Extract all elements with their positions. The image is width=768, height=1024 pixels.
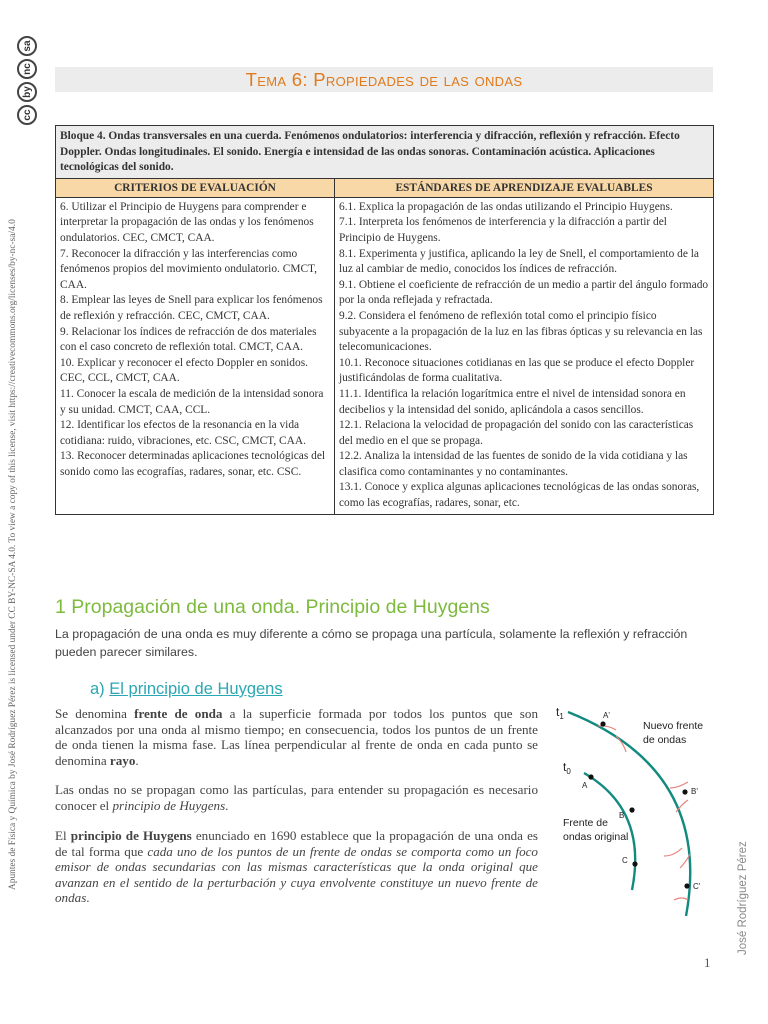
header-row	[56, 178, 714, 197]
header-criterios: CRITERIOS DE EVALUACIÓN	[56, 178, 335, 197]
criterio-item: 12. Identificar los efectos de la resonancia en la vida cotidiana: ruido, vibraciones, etc. CSC, CMCT, CAA.	[60, 419, 306, 447]
subsection-heading	[90, 680, 283, 699]
section-heading: 1 Propagación de una onda. Principio de Huygens	[55, 596, 490, 618]
text-run: Las ondas no se propagan como las partículas, para entender su propagación es necesario conocer el	[55, 782, 538, 813]
wavelet-arc	[664, 848, 682, 856]
principle-statement: cada uno de los puntos de un frente de ondas se comporta como un foco emisor de ondas secundarias con las mismas características que la onda original que avanzan en el sentido de la perturbación y cuya envolvente constituye un nuevo frente de ondas	[55, 843, 538, 906]
criterio-item: 13. Reconocer determinadas aplicaciones tecnológicas del sonido como las ecografías, radares, sonar, etc. CSC.	[60, 450, 326, 478]
wavelet-arc	[674, 898, 688, 900]
huygens-diagram	[548, 700, 720, 920]
point-c2-label: C'	[693, 882, 701, 891]
paragraph-principio-huygens	[55, 828, 538, 906]
estandar-item: 10.1. Reconoce situaciones cotidianas en las que se produce el efecto Doppler justificándolas de forma cualitativa.	[339, 356, 695, 385]
paragraph-frente-de-onda	[55, 706, 538, 768]
estandar-item: 12.1. Relaciona la velocidad de propagación del sonido con las características del medio en el que se propaga.	[339, 419, 694, 447]
estandar-item: 11.1. Identifica la relación logarítmica entre el nivel de intensidad sonora en decibelios y la intensidad del sonido, aplicándola a casos sencillos.	[339, 387, 686, 416]
criterios-cell	[56, 197, 335, 514]
content-row	[56, 197, 714, 514]
cc-sa-icon: sa	[17, 36, 37, 56]
criterio-item: 10. Explicar y reconocer el efecto Doppler en sonidos. CEC, CCL, CMCT, CAA.	[60, 356, 308, 385]
frente-original-label: Frente de ondas original	[563, 817, 629, 843]
estandar-item: 7.1. Interpreta los fenómenos de interferencia y la difracción a partir del Principio de Huygens.	[339, 216, 667, 244]
estandar-item: 12.2. Analiza la intensidad de las fuentes de sonido de la vida cotidiana y las clasifica como contaminantes y no contaminantes.	[339, 450, 688, 478]
bloque-cell: Bloque 4. Ondas transversales en una cuerda. Fenómenos ondulatorios: interferencia y difracción, reflexión y refracción. Efecto Doppler. Ondas longitudinales. El sonido. Energía e intensidad de las ondas sonoras. Contaminación acústica. Aplicaciones tecnológicas del sonido.	[56, 126, 714, 179]
term-principio-huygens: principio de Huygens	[112, 797, 226, 813]
criteria-table	[55, 125, 714, 515]
point-a-label: A	[582, 781, 588, 790]
wavelet-arc	[670, 782, 688, 788]
t1-label: $t_1$	[556, 705, 564, 721]
nuevo-frente-label: Nuevo frente de ondas	[643, 720, 704, 746]
text-run: .	[135, 752, 139, 768]
point-b2-dot	[682, 789, 687, 794]
wavelet-arc	[680, 854, 690, 868]
criterio-item: 6. Utilizar el Principio de Huygens para comprender e interpretar la propagación de las ondas y los fenómenos ondulatorios. CEC, CMCT, CAA.	[60, 200, 314, 244]
text-run: El	[55, 828, 71, 843]
criterio-item: 7. Reconocer la difracción y las interferencias como fenómenos propios del movimiento ondulatorio. CMCT, CAA.	[60, 247, 318, 291]
subsection-title-link[interactable]: El principio de Huygens	[109, 680, 283, 698]
text-run: a la superficie formada por todos los puntos que son alcanzados por una onda al mismo tiempo; en consecuencia, todos los puntos de un frente de onda tienen la misma fase. Las línea perpendicular al frente de onda en cada punto se denomina	[55, 706, 538, 768]
cc-logo-icon: cc	[17, 105, 37, 125]
point-a2-dot	[600, 721, 605, 726]
text-run: Se denomina	[55, 706, 135, 721]
point-c-label: C	[622, 856, 628, 865]
t0-label: $t_0$	[563, 760, 571, 776]
point-c-dot	[632, 861, 637, 866]
huygens-figure	[548, 700, 720, 920]
subsection-marker: a)	[90, 680, 105, 698]
section-intro: La propagación de una onda es muy diferente a cómo se propaga una partícula, solamente la reflexión y refracción pueden parecer similares.	[55, 627, 688, 659]
page-title: Tema 6: Propiedades de las ondas	[245, 69, 523, 90]
point-b2-label: B'	[691, 787, 698, 796]
text-run: enunciado en 1690 establece que la propagación de una onda es de tal forma que	[55, 828, 538, 859]
cc-license-badges	[14, 36, 40, 125]
header-estandares: ESTÁNDARES DE APRENDIZAJE EVALUABLES	[335, 178, 714, 197]
estandar-item: 9.2. Considera el fenómeno de reflexión total como el principio físico subyacente a la propagación de la luz en las fibras ópticas y su relevancia en las telecomunicaciones.	[339, 309, 703, 354]
point-a2-label: A'	[603, 711, 610, 720]
estandar-item: 13.1. Conoce y explica algunas aplicaciones tecnológicas de las ondas sonoras, como las ecografías, radares, sonar, etc.	[339, 481, 700, 510]
term-principio-huygens-bold: principio de Huygens	[70, 828, 192, 843]
license-text[interactable]: Apuntes de Física y Química by José Rodríguez Pérez is licensed under CC BY-NC-SA 4.0. To view a copy of this license, visit https://creativecommons.org/licenses/by-nc-sa/4.0	[8, 219, 18, 890]
estandar-item: 8.1. Experimenta y justifica, aplicando la ley de Snell, el comportamiento de la luz al cambiar de medio, conocidos los índices de refracción.	[339, 247, 699, 276]
estandar-item: 6.1. Explica la propagación de las ondas utilizando el Principio Huygens.	[339, 200, 673, 213]
paragraph-propagacion	[55, 782, 538, 813]
title-bar	[55, 67, 713, 92]
criterio-item: 8. Emplear las leyes de Snell para explicar los fenómenos de reflexión y refracción. CEC, CMCT, CAA.	[60, 294, 323, 322]
point-b-label: B	[619, 811, 625, 820]
term-rayo: rayo	[109, 752, 136, 768]
author-name-vertical: José Rodríguez Pérez	[737, 841, 749, 955]
point-b-dot	[629, 807, 634, 812]
estandar-item: 9.1. Obtiene el coeficiente de refracción de un medio a partir del ángulo formado por la onda reflejada y refractada.	[339, 278, 709, 307]
estandares-cell	[335, 197, 714, 514]
cc-nc-icon: nc	[17, 59, 37, 79]
text-run: .	[86, 890, 90, 906]
cc-by-icon: by	[17, 82, 37, 102]
criterio-item: 11. Conocer la escala de medición de la intensidad sonora y su unidad. CMCT, CAA, CCL.	[60, 387, 324, 416]
text-run: .	[225, 797, 229, 813]
point-c2-dot	[684, 883, 689, 888]
criterio-item: 9. Relacionar los índices de refracción de dos materiales con el caso concreto de reflexión total. CMCT, CAA.	[60, 325, 317, 354]
term-frente-de-onda: frente de onda	[134, 706, 223, 721]
bloque-row	[56, 126, 714, 179]
point-a-dot	[588, 774, 593, 779]
license-sidebar	[0, 0, 44, 1024]
secondary-wavelets	[598, 726, 690, 900]
page-number: 1	[704, 955, 711, 970]
